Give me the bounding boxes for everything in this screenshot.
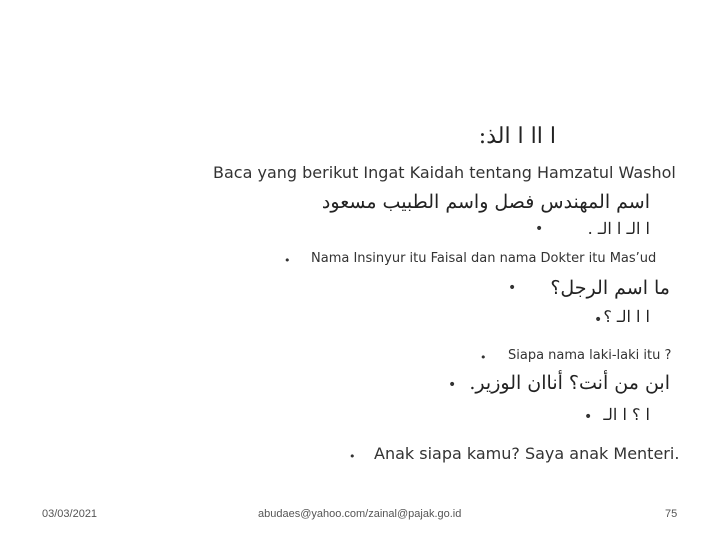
arabic-sentence-2: ما اسم الرجل؟ (550, 277, 670, 299)
translation-3: Anak siapa kamu? Saya anak Menteri. (374, 444, 680, 463)
translation-2: Siapa nama laki-laki itu ? (508, 348, 672, 363)
footer-date: 03/03/2021 (42, 508, 98, 520)
arabic-glyphs-2: ا ا الـ ؟ (603, 307, 650, 326)
slide-subtitle: Baca yang berikut Ingat Kaidah tentang Hamzatul Washol (213, 163, 676, 182)
bullet: • (480, 351, 487, 364)
arabic-sentence-1: اسم المهندس فصل واسم الطبيب مسعود (321, 191, 650, 213)
bullet: • (448, 377, 457, 393)
arabic-glyphs-3: ا ؟ ا الـ (603, 405, 650, 424)
bullet: • (508, 280, 517, 296)
bullet: • (584, 409, 593, 425)
bullet: • (349, 450, 356, 463)
arabic-glyphs-1: ا الـ ا الـ . (587, 219, 650, 238)
slide-title: ا اا ا الذ: (478, 124, 556, 149)
footer-email: abudaes@yahoo.com/zainal@pajak.go.id (258, 508, 462, 520)
footer-page-number: 75 (665, 508, 678, 520)
bullet: • (594, 312, 603, 328)
translation-1: Nama Insinyur itu Faisal dan nama Dokter itu Mas’ud (311, 251, 657, 266)
bullet: • (535, 221, 544, 237)
arabic-sentence-3: ابن من أنت؟ أناان الوزير. (469, 372, 670, 394)
bullet: • (284, 254, 291, 267)
